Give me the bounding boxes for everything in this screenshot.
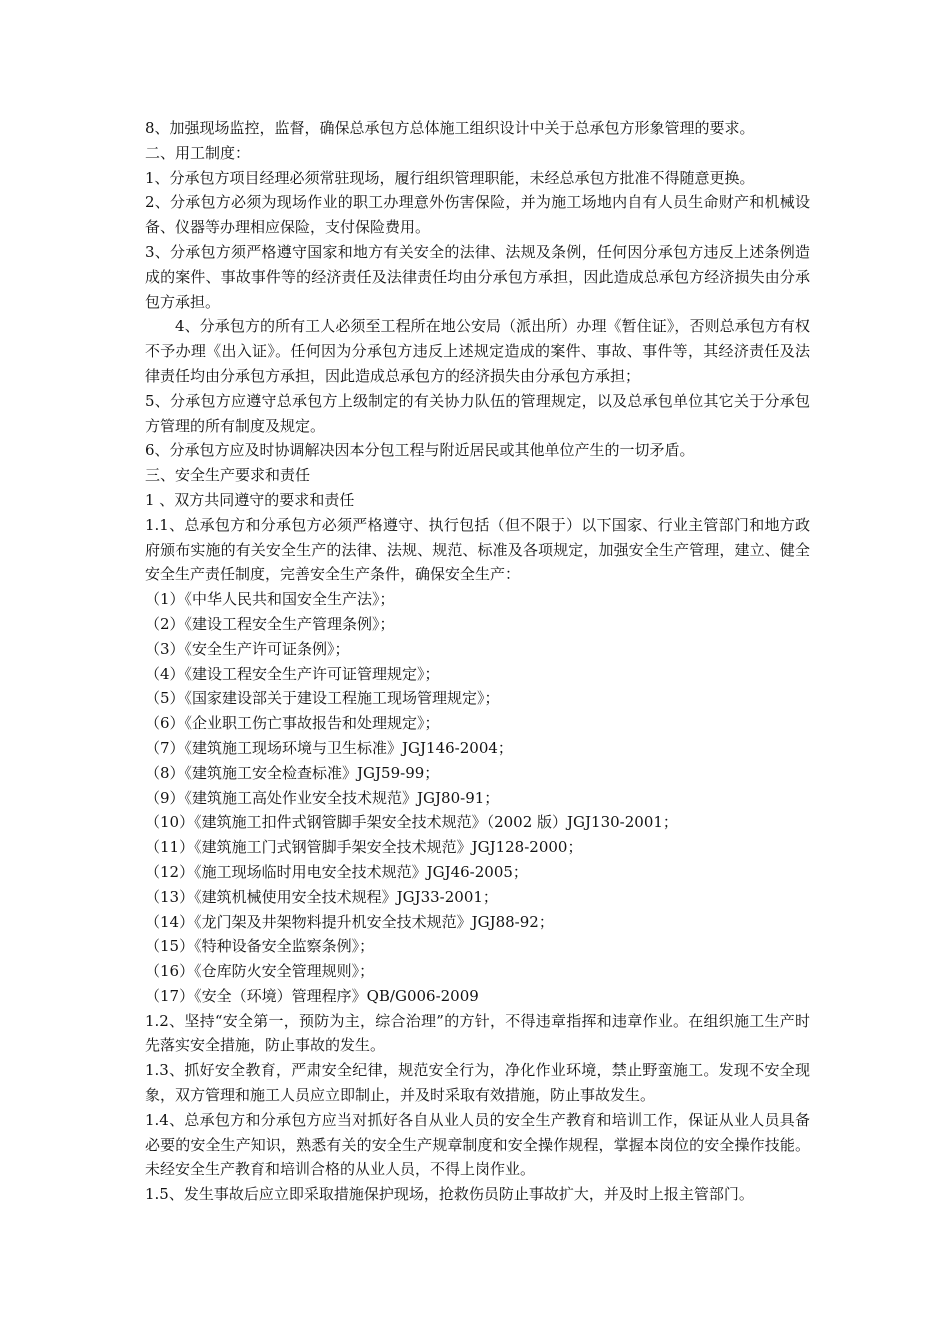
regulation-list-item-10: （10）《建筑施工扣件式钢管脚手架安全技术规范》（2002 版）JGJ130-2001； — [145, 813, 678, 832]
paragraph-1-3: 1.3、抓好安全教育，严肃安全纪律，规范安全行为，净化作业环境，禁止野蛮施工。发现不安全现象，双方管理和施工人员应立即制止，并及时采取有效措施，防止事故发生。 — [145, 1061, 810, 1105]
regulation-list-item-17: （17）《安全（环境）管理程序》QB/G006-2009 — [145, 986, 479, 1005]
paragraph-1-4: 1.4、总承包方和分承包方应当对抓好各自从业人员的安全生产教育和培训工作，保证从业人员具备必要的安全生产知识，熟悉有关的安全生产规章制度和安全操作规程，掌握本岗位的安全操作技能。未经安全生产教育和培训合格的从业人员，不得上岗作业。 — [145, 1110, 810, 1179]
regulation-list-item-3: （3）《安全生产许可证条例》； — [145, 639, 350, 658]
regulation-list-item-8: （8）《建筑施工安全检查标准》JGJ59-99； — [145, 763, 440, 782]
subheading-mutual-requirements: 1 、双方共同遵守的要求和责任 — [145, 490, 355, 509]
heading-safety-production: 三、安全生产要求和责任 — [145, 466, 311, 485]
paragraph-labor-1: 1、分承包方项目经理必须常驻现场，履行组织管理职能，未经总承包方批准不得随意更换。 — [145, 168, 755, 187]
regulation-list-item-9: （9）《建筑施工高处作业安全技术规范》JGJ80-91； — [145, 788, 500, 807]
regulation-list-item-11: （11）《建筑施工门式钢管脚手架安全技术规范》JGJ128-2000； — [145, 838, 583, 857]
paragraph-1-1: 1.1、总承包方和分承包方必须严格遵守、执行包括（但不限于）以下国家、行业主管部门和地方政府颁布实施的有关安全生产的法律、法规、规范、标准及各项规定，加强安全生产管理，建立、健全安全生产责任制度，完善安全生产条件，确保安全生产： — [145, 515, 810, 584]
regulation-list-item-7: （7）《建筑施工现场环境与卫生标准》JGJ146-2004； — [145, 738, 513, 757]
regulation-list-item-13: （13）《建筑机械使用安全技术规程》JGJ33-2001； — [145, 887, 498, 906]
regulation-list-item-15: （15）《特种设备安全监察条例》； — [145, 937, 375, 956]
document-page — [145, 116, 810, 1207]
regulation-list-item-6: （6）《企业职工伤亡事故报告和处理规定》； — [145, 714, 440, 733]
paragraph-labor-6: 6、分承包方应及时协调解决因本分包工程与附近居民或其他单位产生的一切矛盾。 — [145, 441, 695, 460]
regulation-list-item-5: （5）《国家建设部关于建设工程施工现场管理规定》； — [145, 689, 500, 708]
regulation-list-item-2: （2）《建设工程安全生产管理条例》； — [145, 614, 395, 633]
paragraph-1-2: 1.2、坚持“安全第一，预防为主，综合治理”的方针，不得违章指挥和违章作业。在组织施工生产时先落实安全措施，防止事故的发生。 — [145, 1011, 810, 1055]
paragraph-labor-3: 3、分承包方须严格遵守国家和地方有关安全的法律、法规及条例，任何因分承包方违反上述条例造成的案件、事故事件等的经济责任及法律责任均由分承包方承担，因此造成总承包方经济损失由分承包方承担。 — [145, 242, 810, 311]
regulation-list-item-1: （1）《中华人民共和国安全生产法》； — [145, 590, 395, 609]
paragraph-labor-4: 4、分承包方的所有工人必须至工程所在地公安局（派出所）办理《暂住证》，否则总承包方有权不予办理《出入证》。任何因为分承包方违反上述规定造成的案件、事故、事件等，其经济责任及法律责任均由分承包方承担，因此造成总承包方的经济损失由分承包方承担； — [145, 317, 810, 385]
paragraph-item-8: 8、加强现场监控，监督，确保总承包方总体施工组织设计中关于总承包方形象管理的要求。 — [145, 119, 755, 137]
paragraph-1-5: 1.5、发生事故后应立即采取措施保护现场，抢救伤员防止事故扩大，并及时上报主管部门。 — [145, 1185, 754, 1204]
paragraph-labor-2: 2、分承包方必须为现场作业的职工办理意外伤害保险，并为施工场地内自有人员生命财产和机械设备、仪器等办理相应保险，支付保险费用。 — [145, 193, 810, 237]
regulation-list-item-16: （16）《仓库防火安全管理规则》； — [145, 962, 375, 981]
regulation-list-item-14: （14）《龙门架及井架物料提升机安全技术规范》JGJ88-92； — [145, 912, 554, 931]
regulation-list-item-4: （4）《建设工程安全生产许可证管理规定》； — [145, 664, 440, 683]
heading-labor-system: 二、用工制度： — [145, 143, 251, 162]
paragraph-labor-5: 5、分承包方应遵守总承包方上级制定的有关协力队伍的管理规定，以及总承包单位其它关于分承包方管理的所有制度及规定。 — [145, 391, 810, 435]
regulation-list-item-12: （12）《施工现场临时用电安全技术规范》JGJ46-2005； — [145, 862, 528, 881]
